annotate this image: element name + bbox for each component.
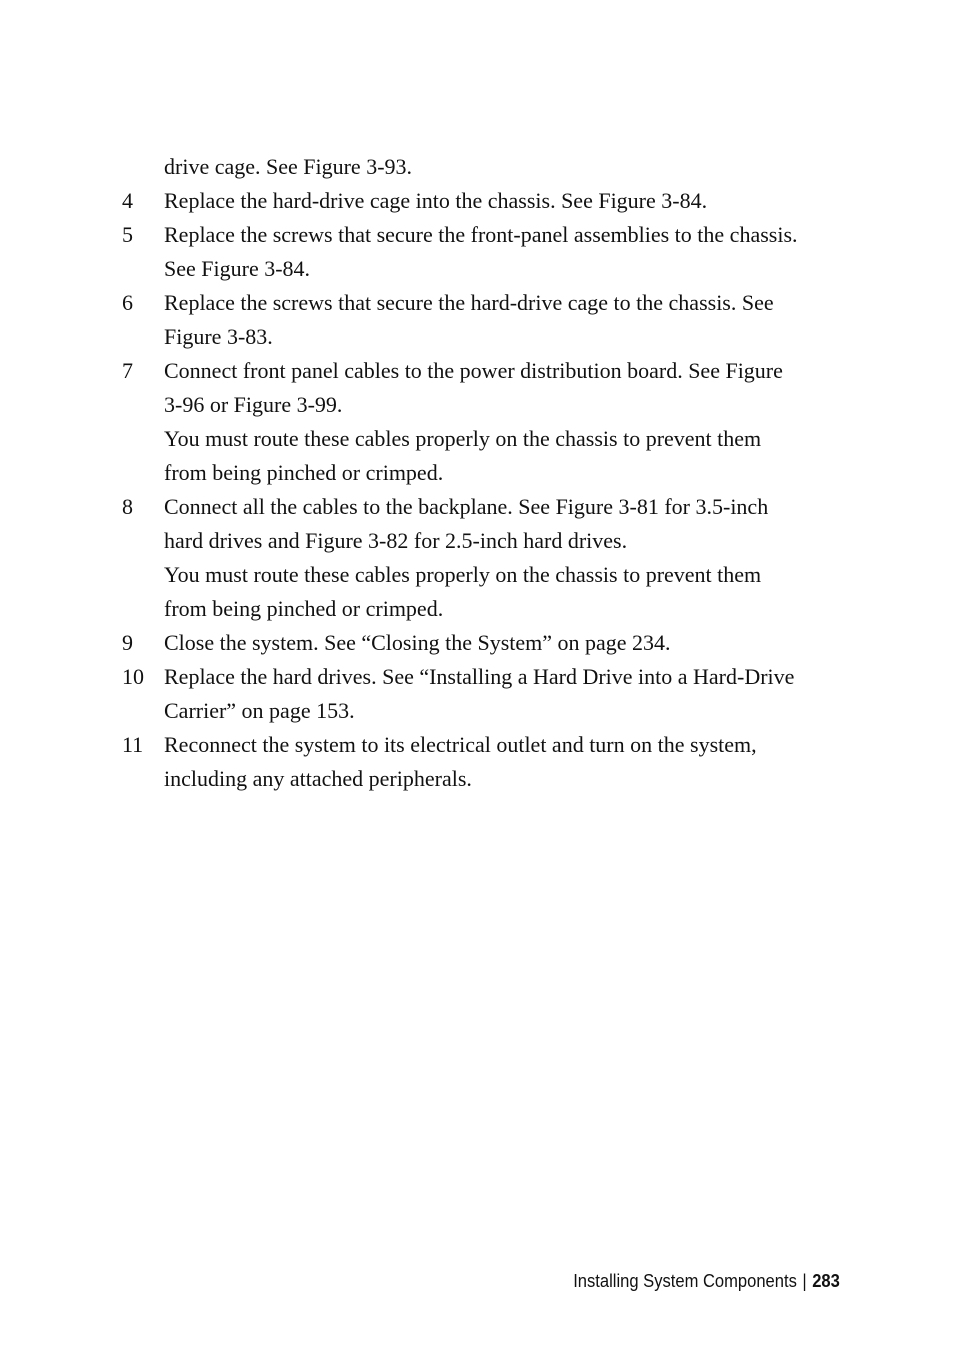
step-text: 3-96 or Figure 3-99. [164, 392, 343, 417]
step-text: Reconnect the system to its electrical outlet and turn on the system, [164, 732, 757, 757]
list-line [122, 388, 862, 422]
list-item [122, 626, 862, 660]
list-line [122, 660, 862, 694]
list-item [122, 184, 862, 218]
list-item [122, 218, 862, 286]
step-text: Replace the hard-drive cage into the chassis. See Figure 3-84. [164, 188, 708, 213]
step-text: hard drives and Figure 3-82 for 2.5-inch hard drives. [164, 528, 628, 553]
instruction-list [122, 150, 862, 796]
list-line [122, 218, 862, 252]
step-number: 6 [122, 290, 133, 315]
list-line [122, 252, 862, 286]
note-text: from being pinched or crimped. [164, 460, 444, 485]
page-footer [573, 1271, 840, 1292]
step-number: 9 [122, 630, 133, 655]
step-number: 5 [122, 222, 133, 247]
list-line [122, 150, 862, 184]
step-text: Close the system. See “Closing the System” on page 234. [164, 630, 671, 655]
step-number: 11 [122, 732, 144, 757]
list-item [122, 490, 862, 558]
step-text: Replace the screws that secure the hard-drive cage to the chassis. See [164, 290, 774, 315]
note-text: from being pinched or crimped. [164, 596, 444, 621]
list-line [122, 728, 862, 762]
step-number: 4 [122, 188, 133, 213]
list-line [122, 592, 862, 626]
list-item [122, 286, 862, 354]
list-line [122, 456, 862, 490]
list-line [122, 490, 862, 524]
list-line [122, 184, 862, 218]
step-text: Connect all the cables to the backplane. See Figure 3-81 for 3.5-inch [164, 494, 769, 519]
list-line [122, 558, 862, 592]
list-line [122, 694, 862, 728]
step-text: Carrier” on page 153. [164, 698, 355, 723]
list-item-note [122, 558, 862, 626]
list-line [122, 286, 862, 320]
step-text: including any attached peripherals. [164, 766, 472, 791]
step-text: Figure 3-83. [164, 324, 273, 349]
list-item [122, 728, 862, 796]
note-text: You must route these cables properly on the chassis to prevent them [164, 426, 762, 451]
step-number: 10 [122, 664, 144, 689]
footer-separator: | [802, 1271, 807, 1291]
list-item [122, 150, 862, 184]
page-number: 283 [812, 1271, 840, 1291]
footer-section-title: Installing System Components [573, 1271, 798, 1291]
list-line [122, 354, 862, 388]
list-line [122, 626, 862, 660]
step-text: drive cage. See Figure 3-93. [164, 154, 413, 179]
step-text: Replace the screws that secure the front-panel assemblies to the chassis. [164, 222, 798, 247]
list-line [122, 422, 862, 456]
list-line [122, 320, 862, 354]
list-item [122, 660, 862, 728]
step-number: 7 [122, 358, 133, 383]
step-text: Replace the hard drives. See “Installing a Hard Drive into a Hard-Drive [164, 664, 795, 689]
note-text: You must route these cables properly on the chassis to prevent them [164, 562, 762, 587]
step-text: See Figure 3-84. [164, 256, 311, 281]
step-text: Connect front panel cables to the power distribution board. See Figure [164, 358, 783, 383]
step-number: 8 [122, 494, 133, 519]
list-line [122, 524, 862, 558]
list-item-note [122, 422, 862, 490]
list-item [122, 354, 862, 422]
list-line [122, 762, 862, 796]
